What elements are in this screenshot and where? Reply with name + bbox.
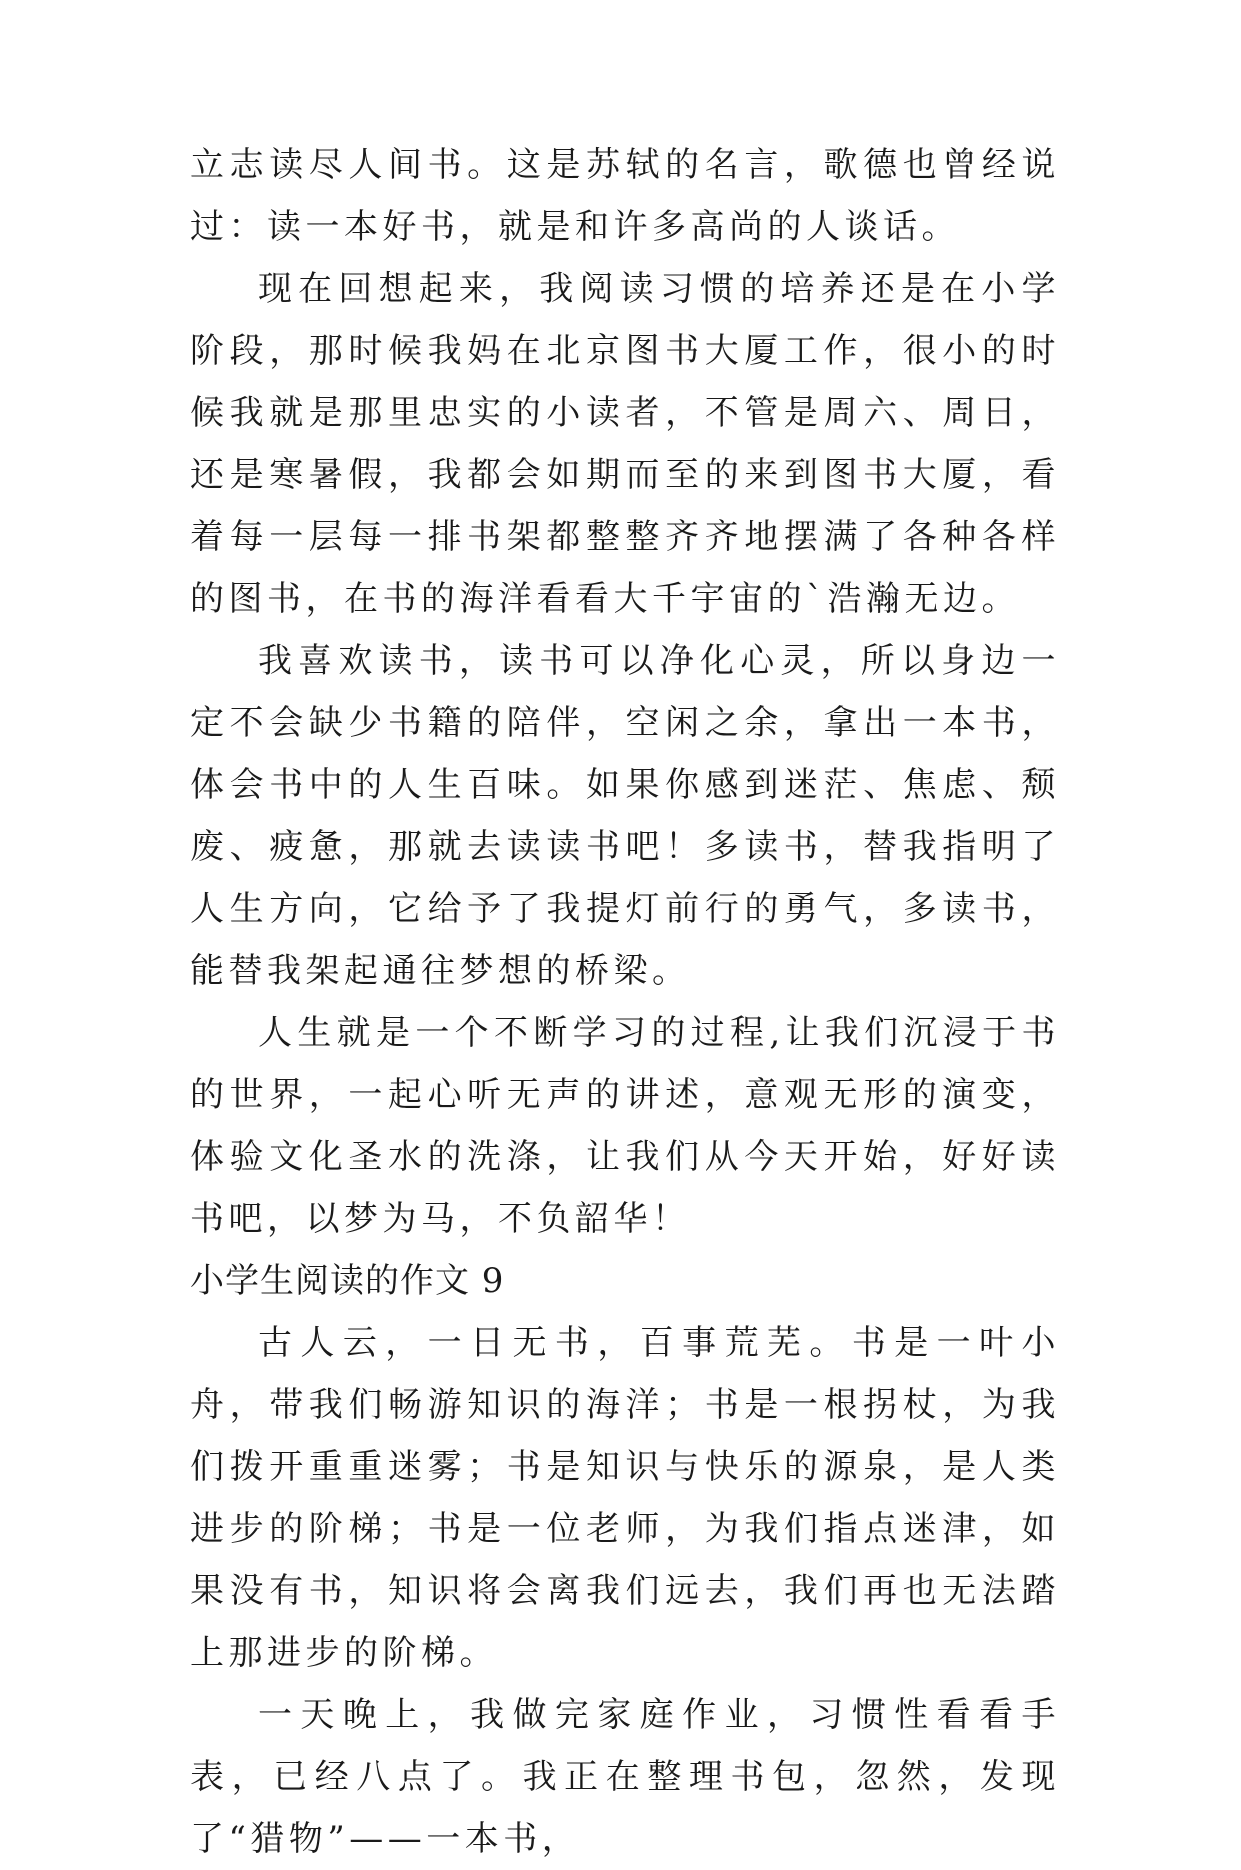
paragraph-3: 我喜欢读书，读书可以净化心灵，所以身边一定不会缺少书籍的陪伴，空闲之余，拿出一本书，体会书中的人生百味。如果你感到迷茫、焦虑、颓废、疲惫，那就去读读书吧！多读书，替我指明了人生方向，它给予了我提灯前行的勇气，多读书，能替我架起通往梦想的桥梁。 xyxy=(190,641,1060,991)
paragraph-1: 立志读尽人间书。这是苏轼的名言，歌德也曾经说过：读一本好书，就是和许多高尚的人谈话。 xyxy=(190,145,1060,247)
section-heading: 小学生阅读的作文 9 xyxy=(190,1261,505,1301)
paragraph-5: 古人云，一日无书，百事荒芜。书是一叶小舟，带我们畅游知识的海洋；书是一根拐杖，为我们拨开重重迷雾；书是知识与快乐的源泉，是人类进步的阶梯；书是一位老师，为我们指点迷津，如果没有书，知识将会离我们远去，我们再也无法踏上那进步的阶梯。 xyxy=(190,1323,1060,1673)
document-body xyxy=(190,134,1060,1870)
paragraph-2: 现在回想起来，我阅读习惯的培养还是在小学阶段，那时候我妈在北京图书大厦工作，很小的时候我就是那里忠实的小读者，不管是周六、周日，还是寒暑假，我都会如期而至的来到图书大厦，看着每一层每一排书架都整整齐齐地摆满了各种各样的图书，在书的海洋看看大千宇宙的`浩瀚无边。 xyxy=(190,269,1060,619)
paragraph-4: 人生就是一个不断学习的过程,让我们沉浸于书的世界，一起心听无声的讲述，意观无形的演变，体验文化圣水的洗涤，让我们从今天开始，好好读书吧，以梦为马，不负韶华！ xyxy=(190,1013,1060,1239)
paragraph-6: 一天晚上，我做完家庭作业，习惯性看看手表，已经八点了。我正在整理书包，忽然，发现了“猎物”——一本书， xyxy=(190,1695,1060,1859)
